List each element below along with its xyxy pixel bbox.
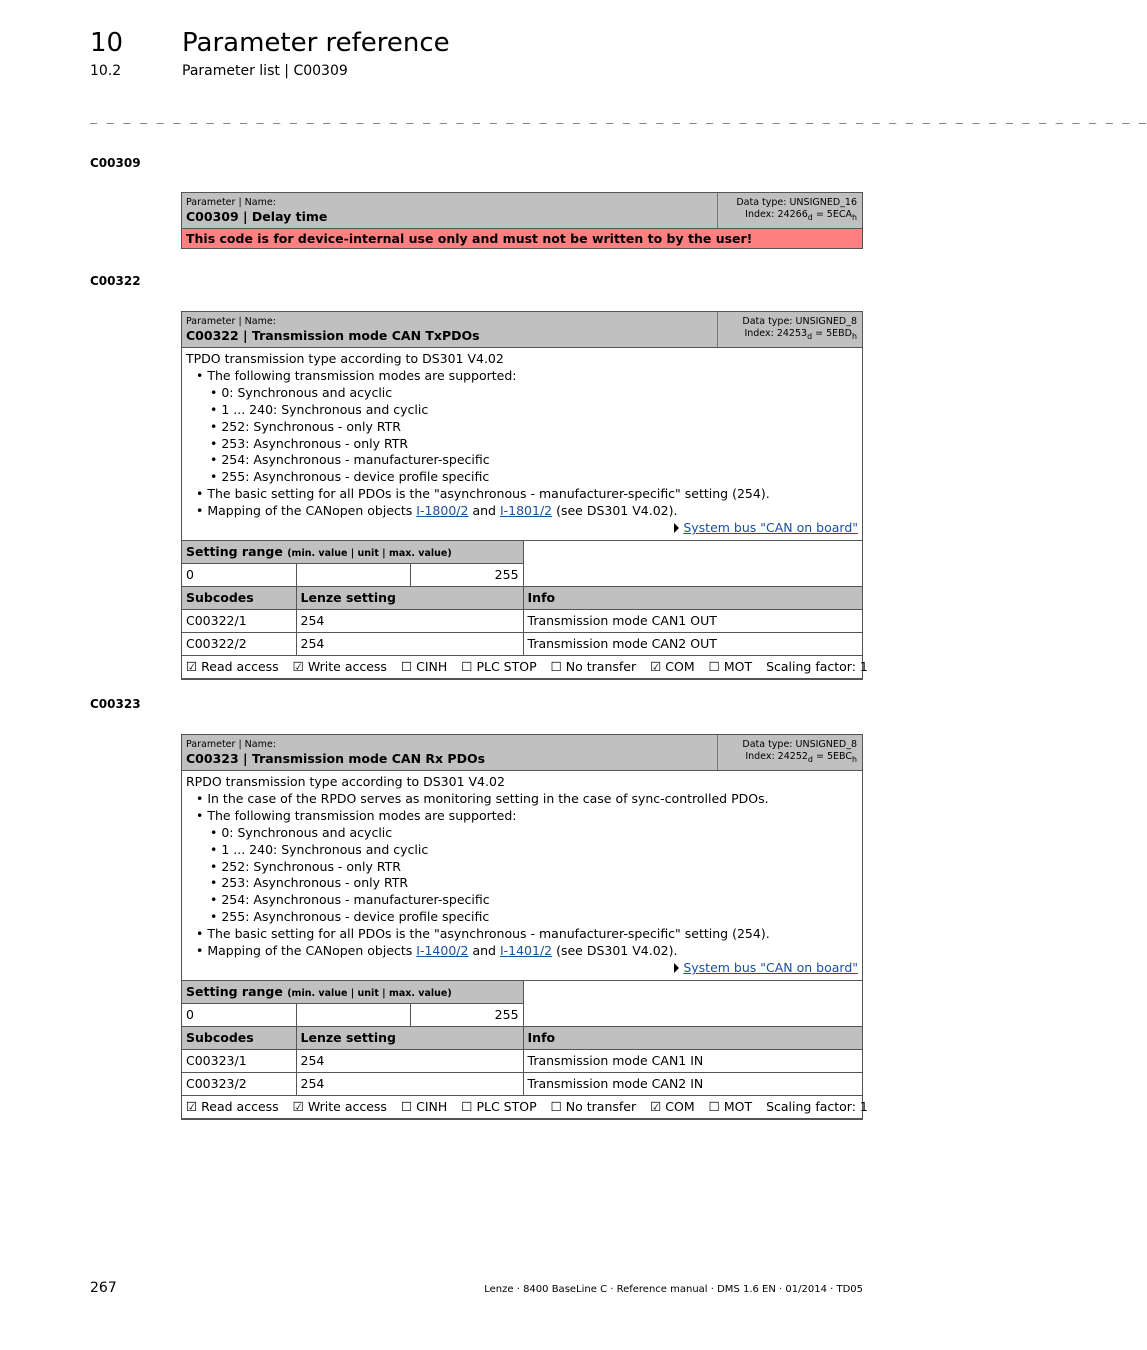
param-name: C00322 | Transmission mode CAN TxPDOs bbox=[186, 328, 480, 343]
c00323-header bbox=[182, 735, 862, 771]
param-name-label: Parameter | Name: bbox=[186, 197, 276, 208]
setting-range-blank bbox=[523, 541, 862, 587]
setting-range-blank bbox=[523, 981, 862, 1027]
mode-item: • 255: Asynchronous - device profile specific bbox=[210, 469, 490, 485]
subcode: C00322/1 bbox=[182, 609, 296, 632]
scaling-factor: Scaling factor: 1 bbox=[766, 659, 868, 675]
triangle-right-icon bbox=[674, 963, 679, 973]
max-value: 255 bbox=[410, 563, 523, 586]
c00322-header bbox=[182, 312, 862, 348]
lenze-setting: 254 bbox=[296, 1049, 523, 1072]
info: Transmission mode CAN1 IN bbox=[523, 1049, 862, 1072]
mapping-bullet: • Mapping of the CANopen objects I-1400/2 and I-1401/2 (see DS301 V4.02). bbox=[196, 943, 678, 959]
description bbox=[182, 771, 862, 981]
setting-range-label: Setting range (min. value | unit | max. value) bbox=[182, 541, 523, 564]
system-bus-link[interactable]: System bus "CAN on board" bbox=[683, 520, 858, 536]
flag-plc-stop: ☐ PLC STOP bbox=[461, 659, 537, 675]
param-name-label: Parameter | Name: bbox=[186, 316, 276, 327]
triangle-right-icon bbox=[674, 523, 679, 533]
desc-intro: RPDO transmission type according to DS301 V4.02 bbox=[186, 774, 505, 789]
flag-mot: ☐ MOT bbox=[708, 1099, 753, 1115]
flag-cinh: ☐ CINH bbox=[400, 1099, 448, 1115]
flag-com: ☑ COM bbox=[650, 659, 695, 675]
access-flags bbox=[182, 1095, 868, 1118]
flag-no-transfer: ☐ No transfer bbox=[550, 659, 637, 675]
table-row bbox=[182, 1072, 862, 1095]
unit-value bbox=[296, 563, 410, 586]
bullet: • The following transmission modes are supported: bbox=[196, 807, 517, 823]
data-type: Data type: UNSIGNED_8 bbox=[742, 739, 857, 750]
warning-text: This code is for device-internal use only and must not be written to by the user! bbox=[182, 229, 862, 248]
info: Transmission mode CAN2 IN bbox=[523, 1072, 862, 1095]
link-i-1400[interactable]: I-1400/2 bbox=[416, 943, 469, 959]
param-name-label: Parameter | Name: bbox=[186, 739, 276, 750]
c00309-heading: C00309 bbox=[90, 156, 141, 170]
bullet: • The following transmission modes are supported: bbox=[196, 367, 517, 383]
mode-item: • 1 ... 240: Synchronous and cyclic bbox=[210, 841, 429, 857]
mapping-bullet: • Mapping of the CANopen objects I-1800/2 and I-1801/2 (see DS301 V4.02). bbox=[196, 503, 678, 519]
settings-grid bbox=[182, 541, 868, 679]
subcode: C00322/2 bbox=[182, 632, 296, 655]
settings-grid bbox=[182, 981, 868, 1119]
param-name: C00323 | Transmission mode CAN Rx PDOs bbox=[186, 751, 486, 766]
section-title: Parameter list | C00309 bbox=[182, 63, 348, 79]
flag-write-access: ☑ Write access bbox=[292, 1099, 387, 1115]
page-number: 267 bbox=[90, 1280, 117, 1296]
data-type-box bbox=[717, 735, 862, 770]
data-type-box bbox=[717, 312, 862, 347]
info: Transmission mode CAN2 OUT bbox=[523, 632, 862, 655]
mode-item: • 252: Synchronous - only RTR bbox=[210, 858, 401, 874]
index: Index: $24252_d = 5EBC_h$ bbox=[745, 751, 857, 764]
min-value: 0 bbox=[182, 563, 296, 586]
link-i-1801[interactable]: I-1801/2 bbox=[499, 503, 553, 519]
scaling-factor: Scaling factor: 1 bbox=[766, 1099, 868, 1115]
c00322-heading: C00322 bbox=[90, 274, 141, 288]
col-info: Info bbox=[523, 1026, 862, 1049]
max-value: 255 bbox=[410, 1003, 523, 1026]
col-info: Info bbox=[523, 586, 862, 609]
info: Transmission mode CAN1 OUT bbox=[523, 609, 862, 632]
min-value: 0 bbox=[182, 1003, 296, 1026]
table-row bbox=[182, 1049, 862, 1072]
flag-write-access: ☑ Write access bbox=[292, 659, 387, 675]
xref bbox=[186, 520, 858, 537]
mode-item: • 252: Synchronous - only RTR bbox=[210, 418, 401, 434]
basic-setting-bullet: • The basic setting for all PDOs is the "asynchronous - manufacturer-specific" setting (254). bbox=[196, 926, 770, 942]
c00309-header bbox=[182, 193, 862, 229]
mode-item: • 1 ... 240: Synchronous and cyclic bbox=[210, 401, 429, 417]
table-row bbox=[182, 632, 862, 655]
basic-setting-bullet: • The basic setting for all PDOs is the "asynchronous - manufacturer-specific" setting (254). bbox=[196, 486, 770, 502]
mode-item: • 254: Asynchronous - manufacturer-specific bbox=[210, 892, 490, 908]
description bbox=[182, 348, 862, 541]
system-bus-link[interactable]: System bus "CAN on board" bbox=[683, 959, 858, 975]
chapter-number: 10 bbox=[90, 28, 124, 58]
param-name: C00309 | Delay time bbox=[186, 209, 328, 224]
flag-mot: ☐ MOT bbox=[708, 659, 753, 675]
link-i-1401[interactable]: I-1401/2 bbox=[499, 943, 553, 959]
link-i-1800[interactable]: I-1800/2 bbox=[416, 503, 469, 519]
col-lenze-setting: Lenze setting bbox=[296, 1026, 523, 1049]
data-type: Data type: UNSIGNED_16 bbox=[736, 197, 857, 208]
subcode: C00323/2 bbox=[182, 1072, 296, 1095]
lenze-setting: 254 bbox=[296, 1072, 523, 1095]
c00322-table bbox=[181, 311, 868, 680]
col-subcodes: Subcodes bbox=[182, 1026, 296, 1049]
setting-range-label: Setting range (min. value | unit | max. value) bbox=[182, 981, 523, 1004]
lenze-setting: 254 bbox=[296, 632, 523, 655]
mode-item: • 0: Synchronous and acyclic bbox=[210, 384, 393, 400]
index: Index: $24266_d = 5ECA_h$ bbox=[745, 209, 857, 222]
flag-cinh: ☐ CINH bbox=[400, 659, 448, 675]
lenze-setting: 254 bbox=[296, 609, 523, 632]
header-rule: _ _ _ _ _ _ _ _ _ _ _ _ _ _ _ _ _ _ _ _ _ _ _ _ _ _ _ _ _ _ _ _ _ _ _ _ _ _ _ _ _ _ _ _ _ _ _ _ _ _ _ _ _ _ _ _ _ _ _ _ _ _ _ _ bbox=[90, 110, 1147, 124]
data-type-box bbox=[717, 193, 862, 228]
flag-read-access: ☑ Read access bbox=[186, 659, 279, 675]
col-lenze-setting: Lenze setting bbox=[296, 586, 523, 609]
flag-read-access: ☑ Read access bbox=[186, 1099, 279, 1115]
c00323-table bbox=[181, 734, 868, 1120]
unit-value bbox=[296, 1003, 410, 1026]
data-type: Data type: UNSIGNED_8 bbox=[742, 316, 857, 327]
desc-intro: TPDO transmission type according to DS301 V4.02 bbox=[186, 351, 504, 366]
flag-com: ☑ COM bbox=[650, 1099, 695, 1115]
c00309-table bbox=[181, 192, 863, 249]
flag-plc-stop: ☐ PLC STOP bbox=[461, 1099, 537, 1115]
mode-item: • 253: Asynchronous - only RTR bbox=[210, 435, 409, 451]
col-subcodes: Subcodes bbox=[182, 586, 296, 609]
flag-no-transfer: ☐ No transfer bbox=[550, 1099, 637, 1115]
mode-item: • 255: Asynchronous - device profile specific bbox=[210, 909, 490, 925]
table-row bbox=[182, 609, 862, 632]
bullet: • In the case of the RPDO serves as monitoring setting in the case of sync-controlled PDOs. bbox=[196, 790, 769, 806]
access-flags bbox=[182, 655, 868, 678]
chapter-title: Parameter reference bbox=[182, 28, 450, 58]
section-number: 10.2 bbox=[90, 63, 122, 79]
mode-item: • 254: Asynchronous - manufacturer-specific bbox=[210, 452, 490, 468]
mode-item: • 253: Asynchronous - only RTR bbox=[210, 875, 409, 891]
doc-info: Lenze · 8400 BaseLine C · Reference manual · DMS 1.6 EN · 01/2014 · TD05 bbox=[484, 1284, 863, 1295]
c00323-heading: C00323 bbox=[90, 697, 141, 711]
index: Index: $24253_d = 5EBD_h$ bbox=[744, 328, 857, 341]
mode-item: • 0: Synchronous and acyclic bbox=[210, 824, 393, 840]
subcode: C00323/1 bbox=[182, 1049, 296, 1072]
xref bbox=[186, 960, 858, 977]
